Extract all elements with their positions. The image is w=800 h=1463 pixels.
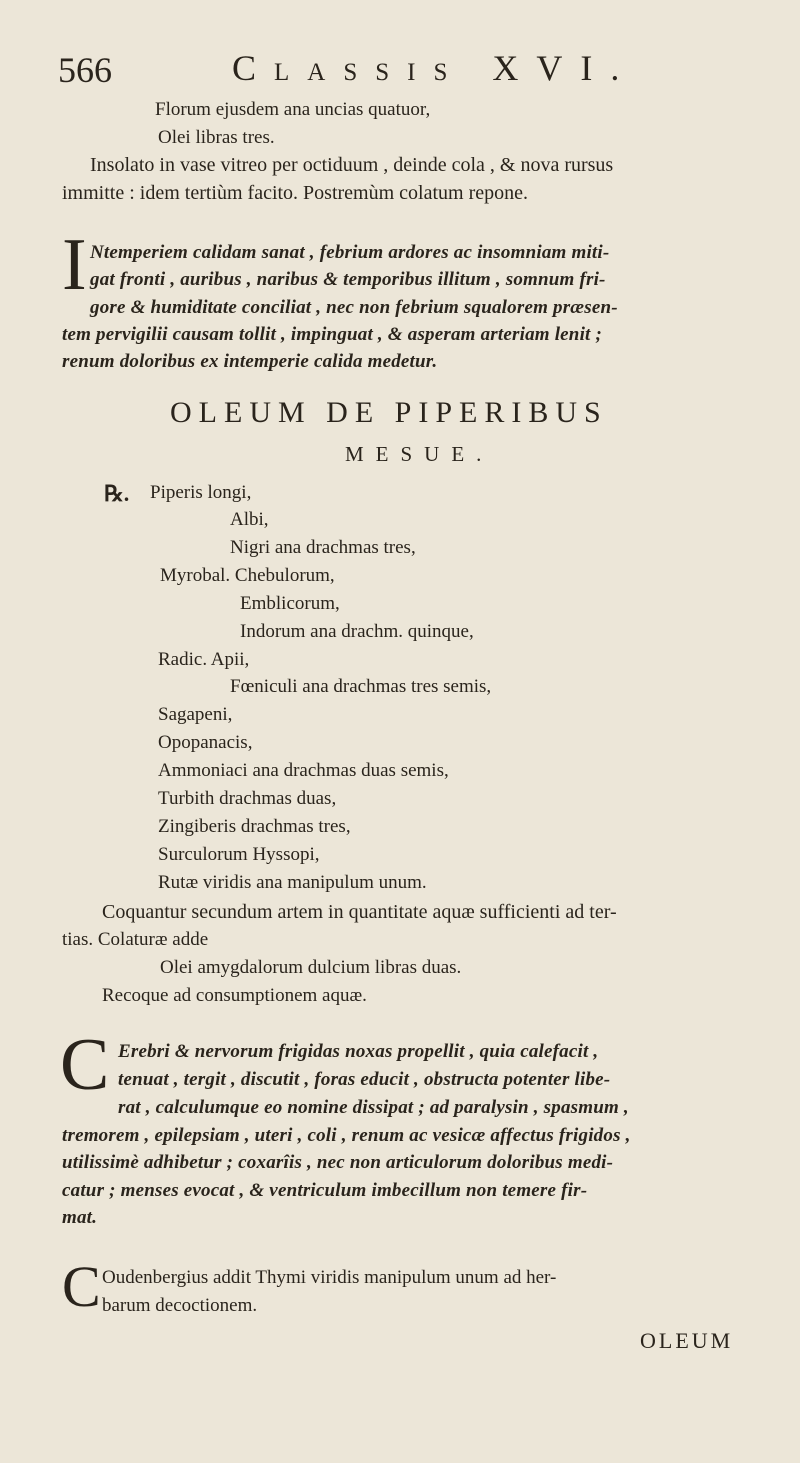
note1-line-3: gore & humiditate conciliat , nec non febrium squalorem præsen- [90,297,618,318]
note3-line-1: Oudenbergius addit Thymi viridis manipulum unum ad her- [102,1267,557,1288]
drop-cap-C: C [60,1024,110,1106]
note2-line-1: Erebri & nervorum frigidas noxas propellit , quia calefacit , [118,1041,599,1062]
note1-line-4: tem pervigilii causam tollit , impinguat , & asperam arteriam lenit ; [62,324,603,345]
drop-cap-I: I [62,224,87,306]
section-subheading: MESUE. [345,442,494,466]
method-line-4: Recoque ad consumptionem aquæ. [102,985,367,1006]
ingredient-11: Ammoniaci ana drachmas duas semis, [158,760,449,781]
page-number: 566 [58,50,112,90]
drop-cap-C-small: C [62,1254,101,1319]
note1-line-2: gat fronti , auribus , naribus & temporibus illitum , somnum fri- [90,269,606,290]
ingredient-10: Opopanacis, [158,732,253,753]
note3-line-2: barum decoctionem. [102,1295,258,1316]
ingredient-14: Surculorum Hyssopi, [158,844,320,865]
ingredient-7: Radic. Apii, [158,649,250,670]
recipe1-line-3: Insolato in vase vitreo per octiduum , deinde cola , & nova rursus [90,154,614,176]
ingredient-3: Nigri ana drachmas tres, [230,537,416,558]
note1-line-5: renum doloribus ex intemperie calida medetur. [62,351,438,372]
note2-line-2: tenuat , tergit , discutit , foras educit , obstructa potenter libe- [118,1069,611,1090]
note2-line-7: mat. [62,1207,98,1228]
running-title: Classis XVI. [232,48,638,88]
ingredient-6: Indorum ana drachm. quinque, [240,621,474,642]
rx-symbol: ℞. [104,481,130,506]
ingredient-1: Piperis longi, [150,482,252,503]
note2-line-5: utilissimè adhibetur ; coxarîis , nec non articulorum doloribus medi- [62,1152,614,1173]
note1-line-1: Ntemperiem calidam sanat , febrium ardores ac insomniam miti- [90,242,610,263]
ingredient-15: Rutæ viridis ana manipulum unum. [158,872,427,893]
recipe1-line-2: Olei libras tres. [158,127,275,148]
ingredient-8: Fœniculi ana drachmas tres semis, [230,676,492,697]
note2-line-6: catur ; menses evocat , & ventriculum imbecillum non temere fir- [62,1180,588,1201]
ingredient-4: Myrobal. Chebulorum, [160,565,335,586]
ingredient-9: Sagapeni, [158,704,233,725]
ingredient-2: Albi, [230,509,269,530]
catchword: OLEUM [640,1328,734,1353]
ingredient-12: Turbith drachmas duas, [158,788,337,809]
section-heading: OLEUM DE PIPERIBUS [170,396,608,429]
note2-line-4: tremorem , epilepsiam , uteri , coli , renum ac vesicæ affectus frigidos , [62,1125,631,1146]
method-line-2: tias. Colaturæ adde [62,929,209,950]
method-line-3: Olei amygdalorum dulcium libras duas. [160,957,462,978]
method-line-1: Coquantur secundum artem in quantitate aquæ sufficienti ad ter- [102,901,617,923]
ingredient-5: Emblicorum, [240,593,340,614]
note2-line-3: rat , calculumque eo nomine dissipat ; ad paralysin , spasmum , [118,1097,629,1118]
recipe1-line-1: Florum ejusdem ana uncias quatuor, [155,99,431,120]
ingredient-13: Zingiberis drachmas tres, [158,816,351,837]
recipe1-line-4: immitte : idem tertiùm facito. Postremùm colatum repone. [62,182,529,204]
